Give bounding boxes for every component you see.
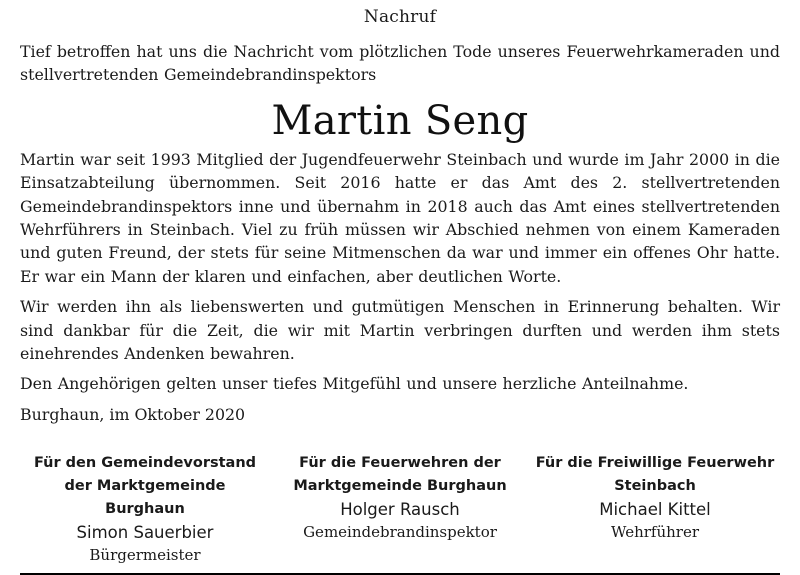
signature-org-line: Für die Freiwillige Feuerwehr: [535, 455, 775, 471]
signature-block: [20, 452, 780, 567]
signature-role: Wehrführer: [611, 523, 699, 541]
signature-municipal-board: [20, 452, 270, 567]
signature-org-line: Burghaun: [105, 501, 185, 517]
deceased-name: Martin Seng: [271, 97, 529, 144]
signature-org-line: Marktgemeinde Burghaun: [293, 478, 507, 494]
intro-text: Tief betroffen hat uns die Nachricht vom plötzlichen Tode unseres Feuerwehrkameraden und stellvertretenden Gemeindebrandinspektors: [20, 42, 780, 85]
signature-volunteer-fire-dept: [530, 452, 780, 567]
notice-heading: Nachruf: [363, 7, 437, 27]
signature-org-line: Für den Gemeindevorstand: [33, 455, 257, 471]
signature-org-line: der Marktgemeinde: [64, 478, 226, 494]
signature-person: Holger Rausch: [340, 500, 460, 519]
signature-role: Gemeindebrandinspektor: [303, 523, 497, 541]
obituary-notice: [20, 0, 780, 575]
signature-person: Simon Sauerbier: [76, 523, 214, 542]
body-paragraph-3: Den Angehörigen gelten unser tiefes Mitgefühl und unsere herzliche Anteilnahme.: [20, 374, 689, 394]
signature-person: Michael Kittel: [599, 500, 711, 519]
signature-role: Bürgermeister: [89, 546, 201, 564]
signature-fire-departments: [275, 452, 525, 567]
body-paragraph-1: Martin war seit 1993 Mitglied der Jugendfeuerwehr Steinbach und wurde im Jahr 2000 in die Einsatzabteilung übernommen. Seit 2016 hatte er das Amt des 2. stellvertretenden Gemeindebrandinspektors inne und übernahm in 2018 auch das Amt eines stellvertretenden Wehrführers in Steinbach. Viel zu früh müssen wir Abschied nehmen von einem Kameraden und guten Freund, der stets für seine Mitmenschen da war und immer ein offenes Ohr hatte. Er war ein Mann der klaren und einfachen, aber deutlichen Worte.: [20, 149, 780, 286]
date-line: Burghaun, im Oktober 2020: [20, 404, 246, 424]
body-paragraph-2: Wir werden ihn als liebenswerten und gutmütigen Menschen in Erinnerung behalten. Wir sind dankbar für die Zeit, die wir mit Martin verbringen durften und werden ihm stets einehrendes Andenken bewahren.: [20, 297, 780, 364]
signature-org-line: Steinbach: [614, 478, 696, 494]
signature-org-line: Für die Feuerwehren der: [299, 455, 501, 471]
